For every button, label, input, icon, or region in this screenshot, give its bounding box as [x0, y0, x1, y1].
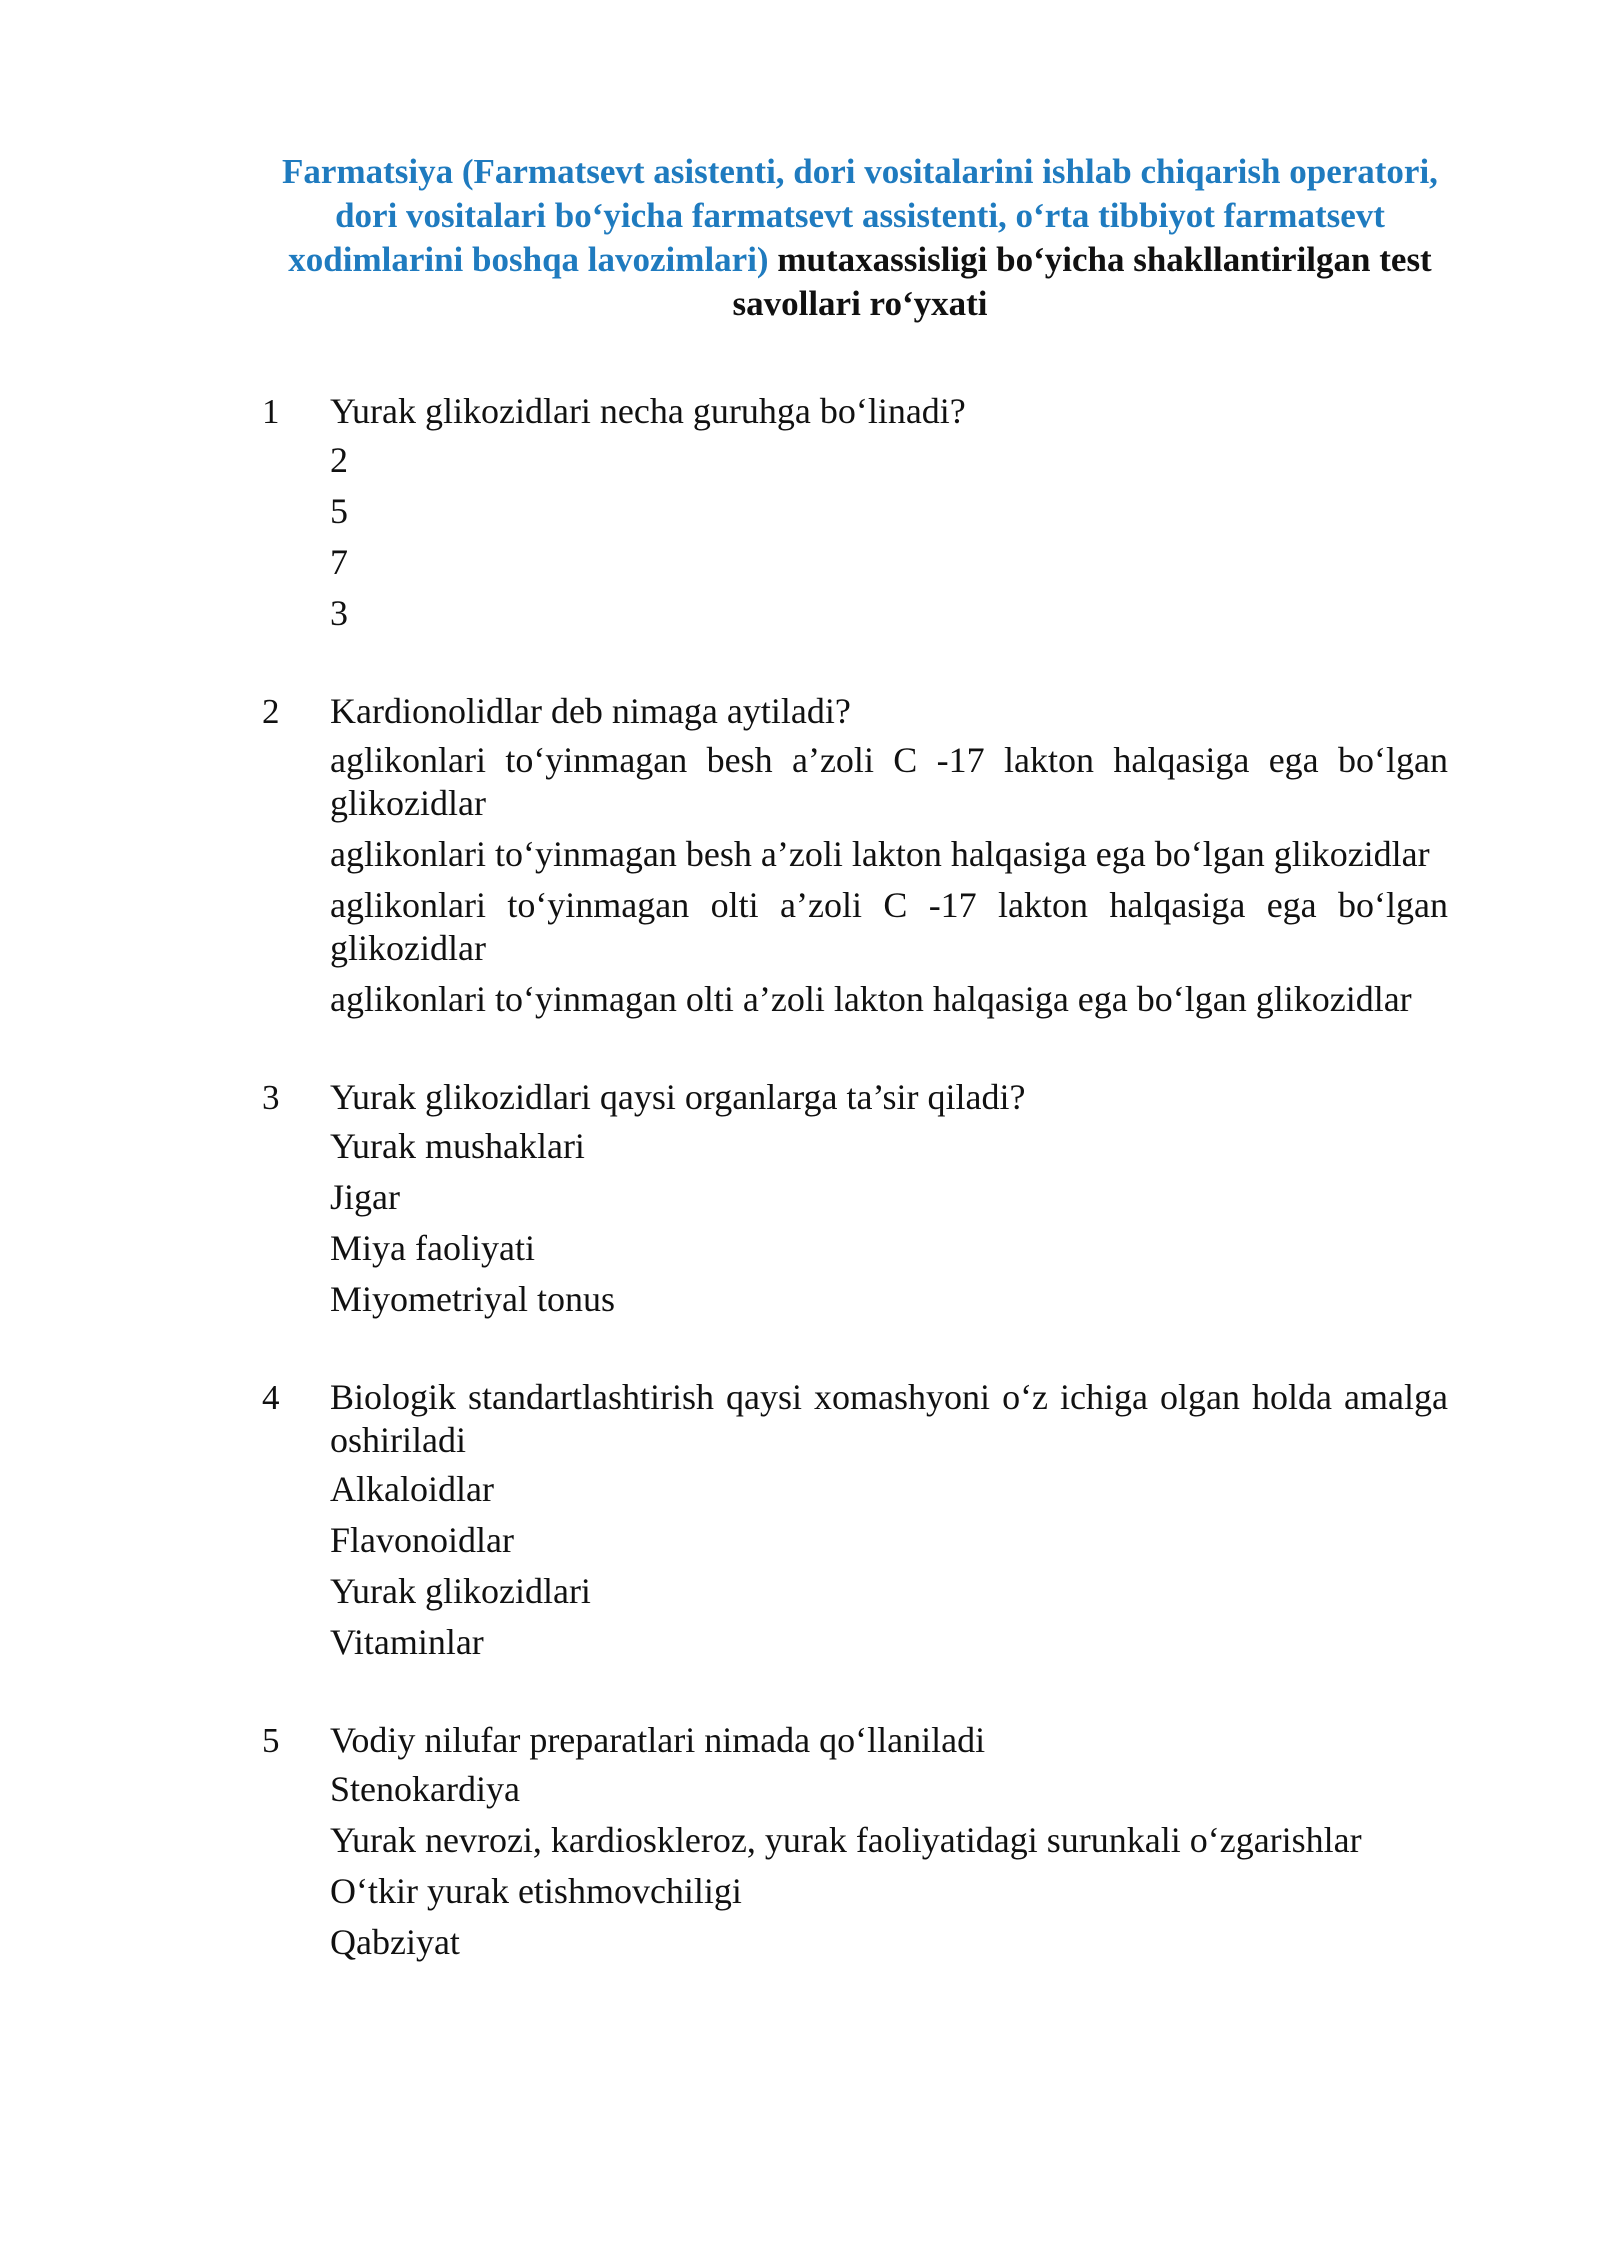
answer-option: Yurak nevrozi, kardioskleroz, yurak faoliyatidagi surunkali o‘zgarishlar: [330, 1820, 1362, 1860]
answer-option: Stenokardiya: [330, 1769, 520, 1809]
question-body: [330, 1376, 1448, 1672]
answer-option: Yurak glikozidlari: [330, 1571, 591, 1611]
answer-option: Miyometriyal tonus: [330, 1279, 615, 1319]
answer-list: [330, 1125, 1448, 1321]
answer-option: aglikonlari to‘yinmagan olti a’zoli lakton halqasiga ega bo‘lgan glikozidlar: [330, 979, 1412, 1019]
answer-option: 7: [330, 542, 348, 582]
question-number: 4: [262, 1378, 280, 1417]
answer-option: Miya faoliyati: [330, 1228, 535, 1268]
question-list: [262, 390, 1448, 2019]
question-text: Biologik standartlashtirish qaysi xomashyoni o‘z ichiga olgan holda amalga oshiriladi: [330, 1377, 1448, 1460]
question-text: Yurak glikozidlari qaysi organlarga ta’sir qiladi?: [330, 1077, 1026, 1117]
answer-option: 2: [330, 440, 348, 480]
title-specialty: Farmatsiya (Farmatsevt asistenti, dori vositalarini ishlab chiqarish operatori, dori vositalari bo‘yicha farmatsevt assistenti, o‘rta tibbiyot farmatsevt xodimlarini boshqa lavozimlari): [282, 152, 1438, 279]
question-4: [262, 1376, 1448, 1672]
question-2: [262, 690, 1448, 1029]
question-text: Yurak glikozidlari necha guruhga bo‘linadi?: [330, 391, 966, 431]
answer-list: [330, 739, 1448, 1021]
question-body: [330, 690, 1448, 1029]
answer-option: 5: [330, 491, 348, 531]
answer-option: Vitaminlar: [330, 1622, 484, 1662]
answer-option: 3: [330, 593, 348, 633]
answer-option: Jigar: [330, 1177, 400, 1217]
question-text: Kardionolidlar deb nimaga aytiladi?: [330, 691, 851, 731]
question-number: 1: [262, 392, 280, 431]
answer-option: Flavonoidlar: [330, 1520, 514, 1560]
question-3: [262, 1076, 1448, 1329]
answer-list: [330, 1768, 1448, 1964]
answer-option: aglikonlari to‘yinmagan besh a’zoli C -17 lakton halqasiga ega bo‘lgan glikozidlar: [330, 740, 1448, 823]
answer-list: [330, 439, 1448, 635]
answer-option: Alkaloidlar: [330, 1469, 494, 1509]
question-body: [330, 1719, 1448, 1972]
answer-option: aglikonlari to‘yinmagan olti a’zoli C -17 lakton halqasiga ega bo‘lgan glikozidlar: [330, 885, 1448, 968]
document-title: [250, 150, 1470, 326]
answer-option: aglikonlari to‘yinmagan besh a’zoli lakton halqasiga ega bo‘lgan glikozidlar: [330, 834, 1430, 874]
question-body: [330, 390, 1448, 643]
question-1: [262, 390, 1448, 643]
answer-option: O‘tkir yurak etishmovchiligi: [330, 1871, 742, 1911]
question-number: 2: [262, 692, 280, 731]
question-5: [262, 1719, 1448, 1972]
answer-option: Yurak mushaklari: [330, 1126, 585, 1166]
title-suffix: mutaxassisligi bo‘yicha shakllantirilgan test savollari ro‘yxati: [732, 240, 1432, 323]
question-body: [330, 1076, 1448, 1329]
answer-option: Qabziyat: [330, 1922, 460, 1962]
question-number: 3: [262, 1078, 280, 1117]
question-number: 5: [262, 1721, 280, 1760]
answer-list: [330, 1468, 1448, 1664]
question-text: Vodiy nilufar preparatlari nimada qo‘llaniladi: [330, 1720, 986, 1760]
